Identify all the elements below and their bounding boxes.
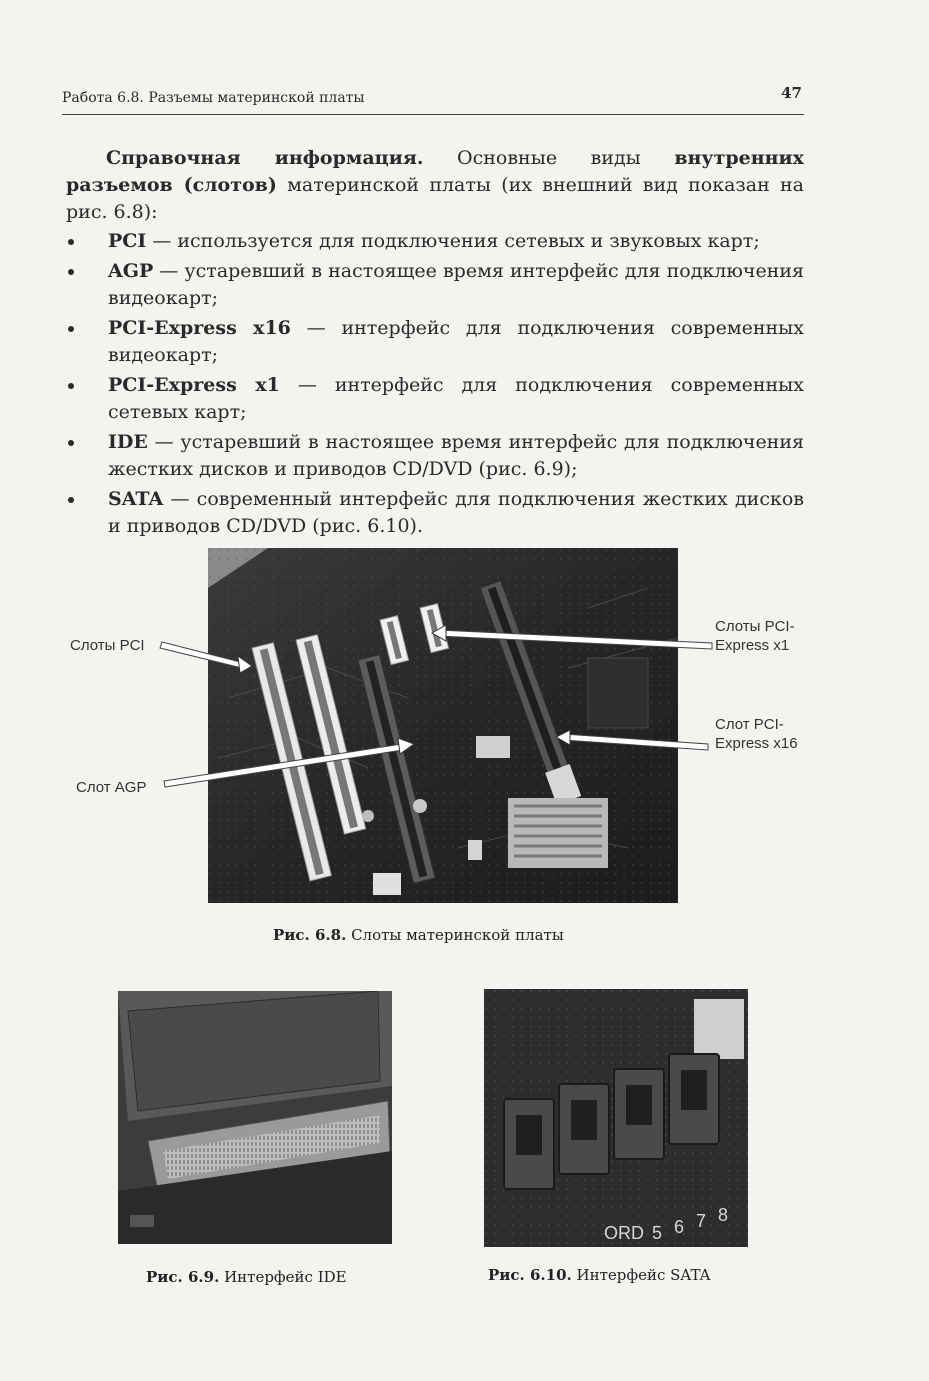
caption-text: Слоты материнской платы [346,926,564,944]
list-text: — интерфейс для подключения современных видеокарт; [108,317,805,366]
list-item [66,429,804,483]
page-number: 47 [781,84,802,102]
intro-text-2: материнской платы (их внешний вид показан на рис. 6.8): [66,174,804,223]
intro-bold: внутренних разъемов (слотов) [66,147,804,196]
bullet-icon [68,269,74,275]
intro-lead: Справочная информация. [106,147,424,169]
list-text: — интерфейс для подключения современных сетевых карт; [108,374,804,423]
caption-number: Рис. 6.9. [146,1268,220,1286]
bullet-icon [68,497,74,503]
motherboard-photo [208,548,678,903]
caption-text: Интерфейс IDE [219,1268,347,1286]
list-item [66,486,804,540]
running-header [62,82,804,115]
list-item [66,258,804,312]
board-print-8: 8 [718,1205,729,1225]
sata-connector-photo [484,989,748,1247]
callout-pcie-x16-slot: Слот PCI-Express x16 [715,716,798,752]
caption-number: Рис. 6.10. [488,1266,572,1284]
list-text: — устаревший в настоящее время интерфейс для подключения видеокарт; [108,260,804,309]
board-print-6: 6 [674,1217,685,1237]
intro-text-1: Основные виды [423,147,675,169]
list-item [66,228,804,255]
callout-agp-slot: Слот AGP [76,779,147,796]
board-print-ord: ORD [604,1223,644,1243]
figure-caption-6-9 [146,1268,347,1286]
bullet-icon [68,239,74,245]
slot-list [66,228,804,540]
list-text: — устаревший в настоящее время интерфейс для подключения жестких дисков и приводов CD/DVD (рис. 6.9); [108,431,804,480]
bullet-icon [68,383,74,389]
bullet-icon [68,326,74,332]
list-term: PCI-Express x16 [108,317,291,339]
caption-text: Интерфейс SATA [571,1266,711,1284]
caption-number: Рис. 6.8. [273,926,347,944]
intro-paragraph [66,145,804,226]
list-item [66,372,804,426]
list-text: — используется для подключения сетевых и звуковых карт; [146,230,760,252]
figure-caption-6-8 [273,926,564,944]
board-print-7: 7 [696,1211,707,1231]
bullet-icon [68,440,74,446]
list-term: IDE [108,431,148,453]
board-print-5: 5 [652,1223,663,1243]
list-term: AGP [108,260,154,282]
body-text [66,145,804,543]
ide-connector-photo [118,991,392,1244]
list-term: PCI-Express x1 [108,374,280,396]
list-item [66,315,804,369]
running-title: Работа 6.8. Разъемы материнской платы [62,90,365,106]
list-term: PCI [108,230,147,252]
figure-caption-6-10 [488,1266,710,1284]
callout-pcie-x1-slots: Слоты PCI-Express x1 [715,618,795,654]
list-text: — современный интерфейс для подключения жестких дисков и приводов CD/DVD (рис. 6.10). [108,488,804,537]
list-term: SATA [108,488,164,510]
callout-pci-slots: Слоты PCI [70,637,145,654]
